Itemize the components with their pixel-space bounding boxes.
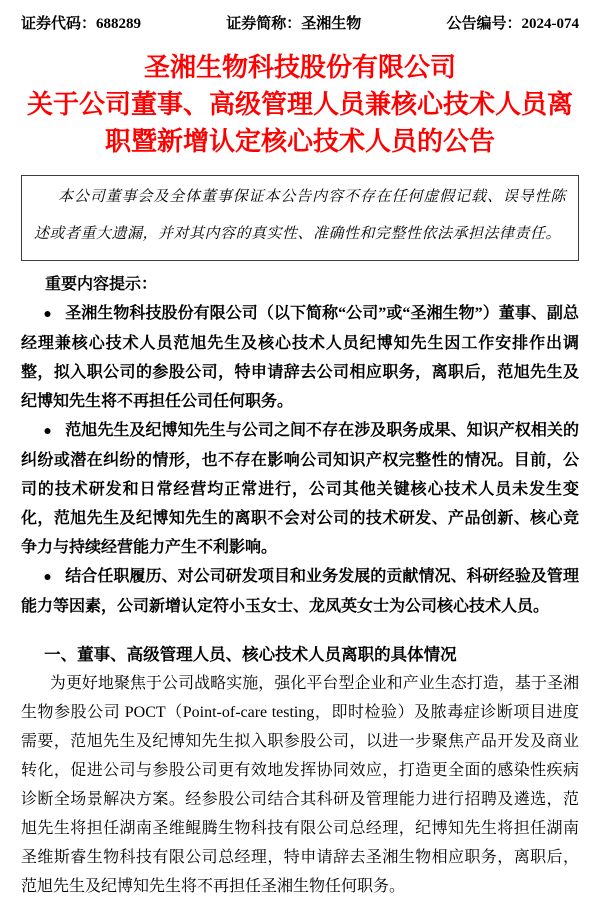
notice-bullet-2 (21, 416, 579, 562)
declaration-text: 本公司董事会及全体董事保证本公告内容不存在任何虚假记载、误导性陈述或者重大遗漏，并对其内容的真实性、准确性和完整性依法承担法律责任。 (34, 189, 566, 242)
doc-title-subject: 关于公司董事、高级管理人员兼核心技术人员离职暨新增认定核心技术人员的公告 (26, 89, 573, 156)
notice-bullet-2-text: 范旭先生及纪博知先生与公司之间不存在涉及职务成果、知识产权相关的纠纷或潜在纠纷的情形，也不存在影响公司知识产权完整性的情况。目前，公司的技术研发和日常经营均正常进行，公司其他关键核心技术人员未发生变化，范旭先生及纪博知先生的离职不会对公司的技术研发、产品创新、核心竞争力与持续经营能力产生不利影响。 (21, 422, 579, 556)
declaration-box (21, 175, 579, 261)
announcement-number (446, 14, 579, 34)
bullet-icon: ● (43, 307, 52, 322)
doc-header (21, 14, 579, 34)
notice-bullet-1-text: 圣湘生物科技股份有限公司（以下简称“公司”或“圣湘生物”）董事、副总经理兼核心技术人员范旭先生及核心技术人员纪博知先生因工作安排作出调整，拟入职公司的参股公司，特申请辞去公司相应职务，离职后，范旭先生及纪博知先生将不再担任公司任何职务。 (21, 305, 579, 410)
section-1-heading: 一、董事、高级管理人员、核心技术人员离职的具体情况 (44, 645, 457, 664)
section-1-paragraph: 为更好地聚焦于公司战略实施，强化平台型企业和产业生态打造，基于圣湘生物参股公司 POCT（Point-of-care testing，即时检验）及脓毒症诊断项目进度需要，范旭先生及纪博知先生拟入职参股公司，以进一步聚焦产品开发及商业转化，促进公司与参股公司更有效地发挥协同效应，打造更全面的感染性疾病诊断全场景解决方案。经参股公司结合其科研及管理能力进行招聘及遴选，范旭先生将担任湖南圣维鲲腾生物科技有限公司总经理，纪博知先生将担任湖南圣维斯睿生物科技有限公司总经理，特申请辞去圣湘生物相应职务，离职后，范旭先生及纪博知先生将不再担任圣湘生物任何职务。 (21, 675, 579, 895)
stock-code-label: 证券代码： (21, 16, 97, 32)
stock-abbr-value: 圣湘生物 (301, 16, 362, 32)
stock-abbr (226, 14, 361, 34)
doc-title-company: 圣湘生物科技股份有限公司 (143, 52, 456, 82)
announcement-number-label: 公告编号： (446, 16, 522, 32)
stock-code-value: 688289 (96, 16, 142, 32)
stock-abbr-label: 证券简称： (226, 16, 302, 32)
notice-bullet-3 (21, 562, 579, 621)
notice-bullet-3-text: 结合任职履历、对公司研发项目和业务发展的贡献情况、科研经验及管理能力等因素，公司新增认定符小玉女士、龙凤英女士为公司核心技术人员。 (21, 568, 579, 615)
bullet-icon: ● (43, 424, 52, 439)
important-notice-heading: 重要内容提示： (45, 276, 158, 293)
bullet-icon: ● (43, 570, 52, 585)
announcement-number-value: 2024-074 (521, 16, 579, 32)
doc-title (21, 49, 579, 160)
stock-code (21, 14, 141, 34)
main-content (21, 270, 579, 901)
notice-bullet-1 (21, 299, 579, 416)
